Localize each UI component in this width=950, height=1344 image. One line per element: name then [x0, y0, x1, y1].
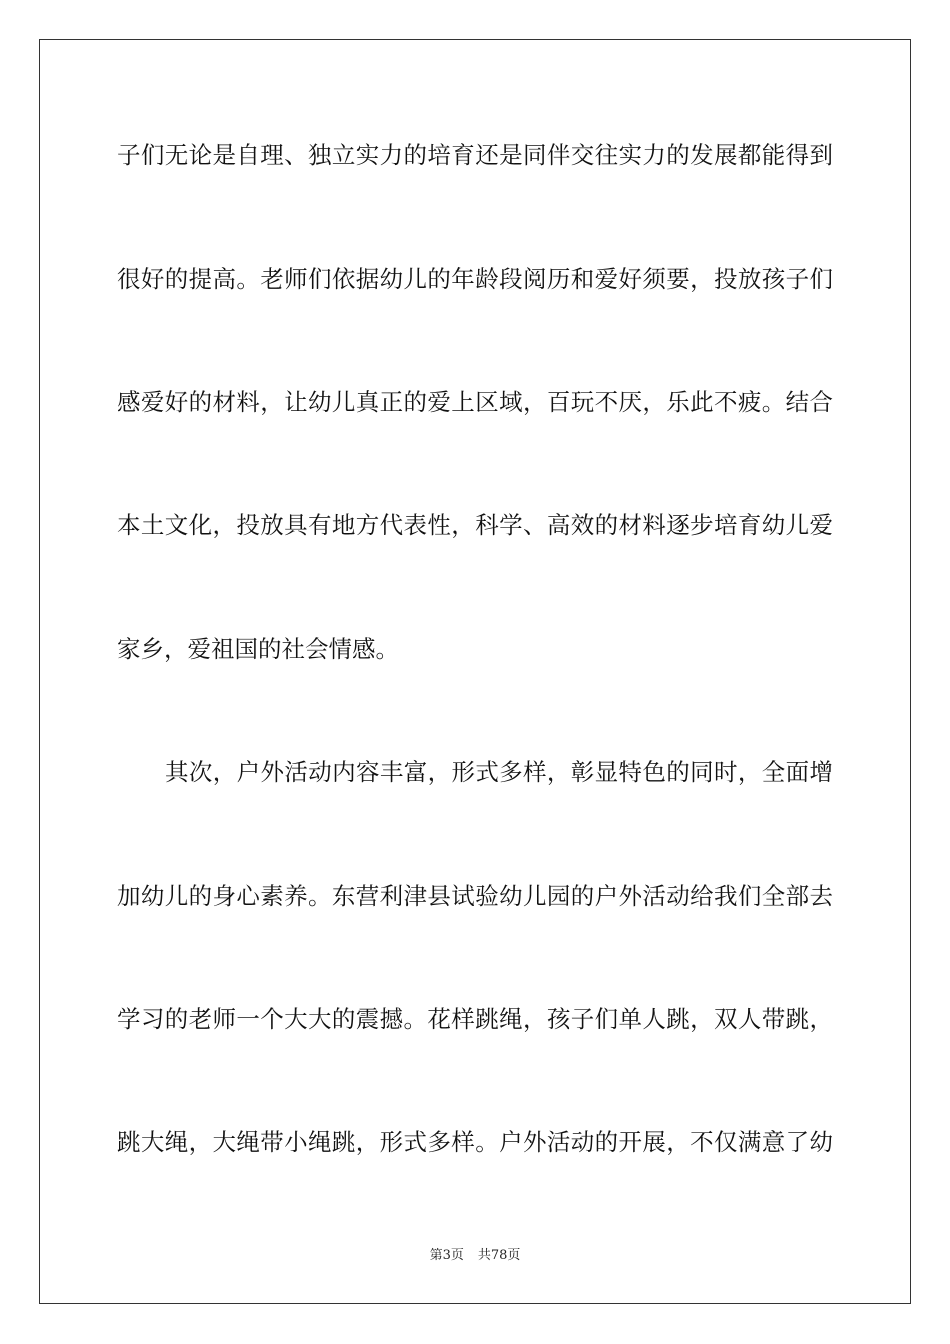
text-line-6-paragraph-start: 其次，户外活动内容丰富，形式多样，彰显特色的同时，全面增	[165, 758, 833, 786]
page-footer	[0, 1248, 950, 1264]
page-number: 第3页	[429, 1248, 464, 1263]
text-line-2: 很好的提高。老师们依据幼儿的年龄段阅历和爱好须要，投放孩子们	[117, 265, 833, 293]
page-border	[39, 39, 911, 1304]
text-line-5: 家乡，爱祖国的社会情感。	[117, 635, 399, 663]
text-line-3: 感爱好的材料，让幼儿真正的爱上区域，百玩不厌，乐此不疲。结合	[117, 388, 833, 416]
text-line-9: 跳大绳，大绳带小绳跳，形式多样。户外活动的开展，不仅满意了幼	[117, 1128, 833, 1156]
text-line-7: 加幼儿的身心素养。东营利津县试验幼儿园的户外活动给我们全部去	[117, 882, 833, 910]
text-line-4: 本土文化，投放具有地方代表性，科学、高效的材料逐步培育幼儿爱	[117, 511, 833, 539]
text-line-1: 子们无论是自理、独立实力的培育还是同伴交往实力的发展都能得到	[117, 141, 833, 169]
page-total: 共78页	[477, 1248, 521, 1263]
text-line-8: 学习的老师一个大大的震撼。花样跳绳，孩子们单人跳，双人带跳，	[117, 1005, 833, 1033]
